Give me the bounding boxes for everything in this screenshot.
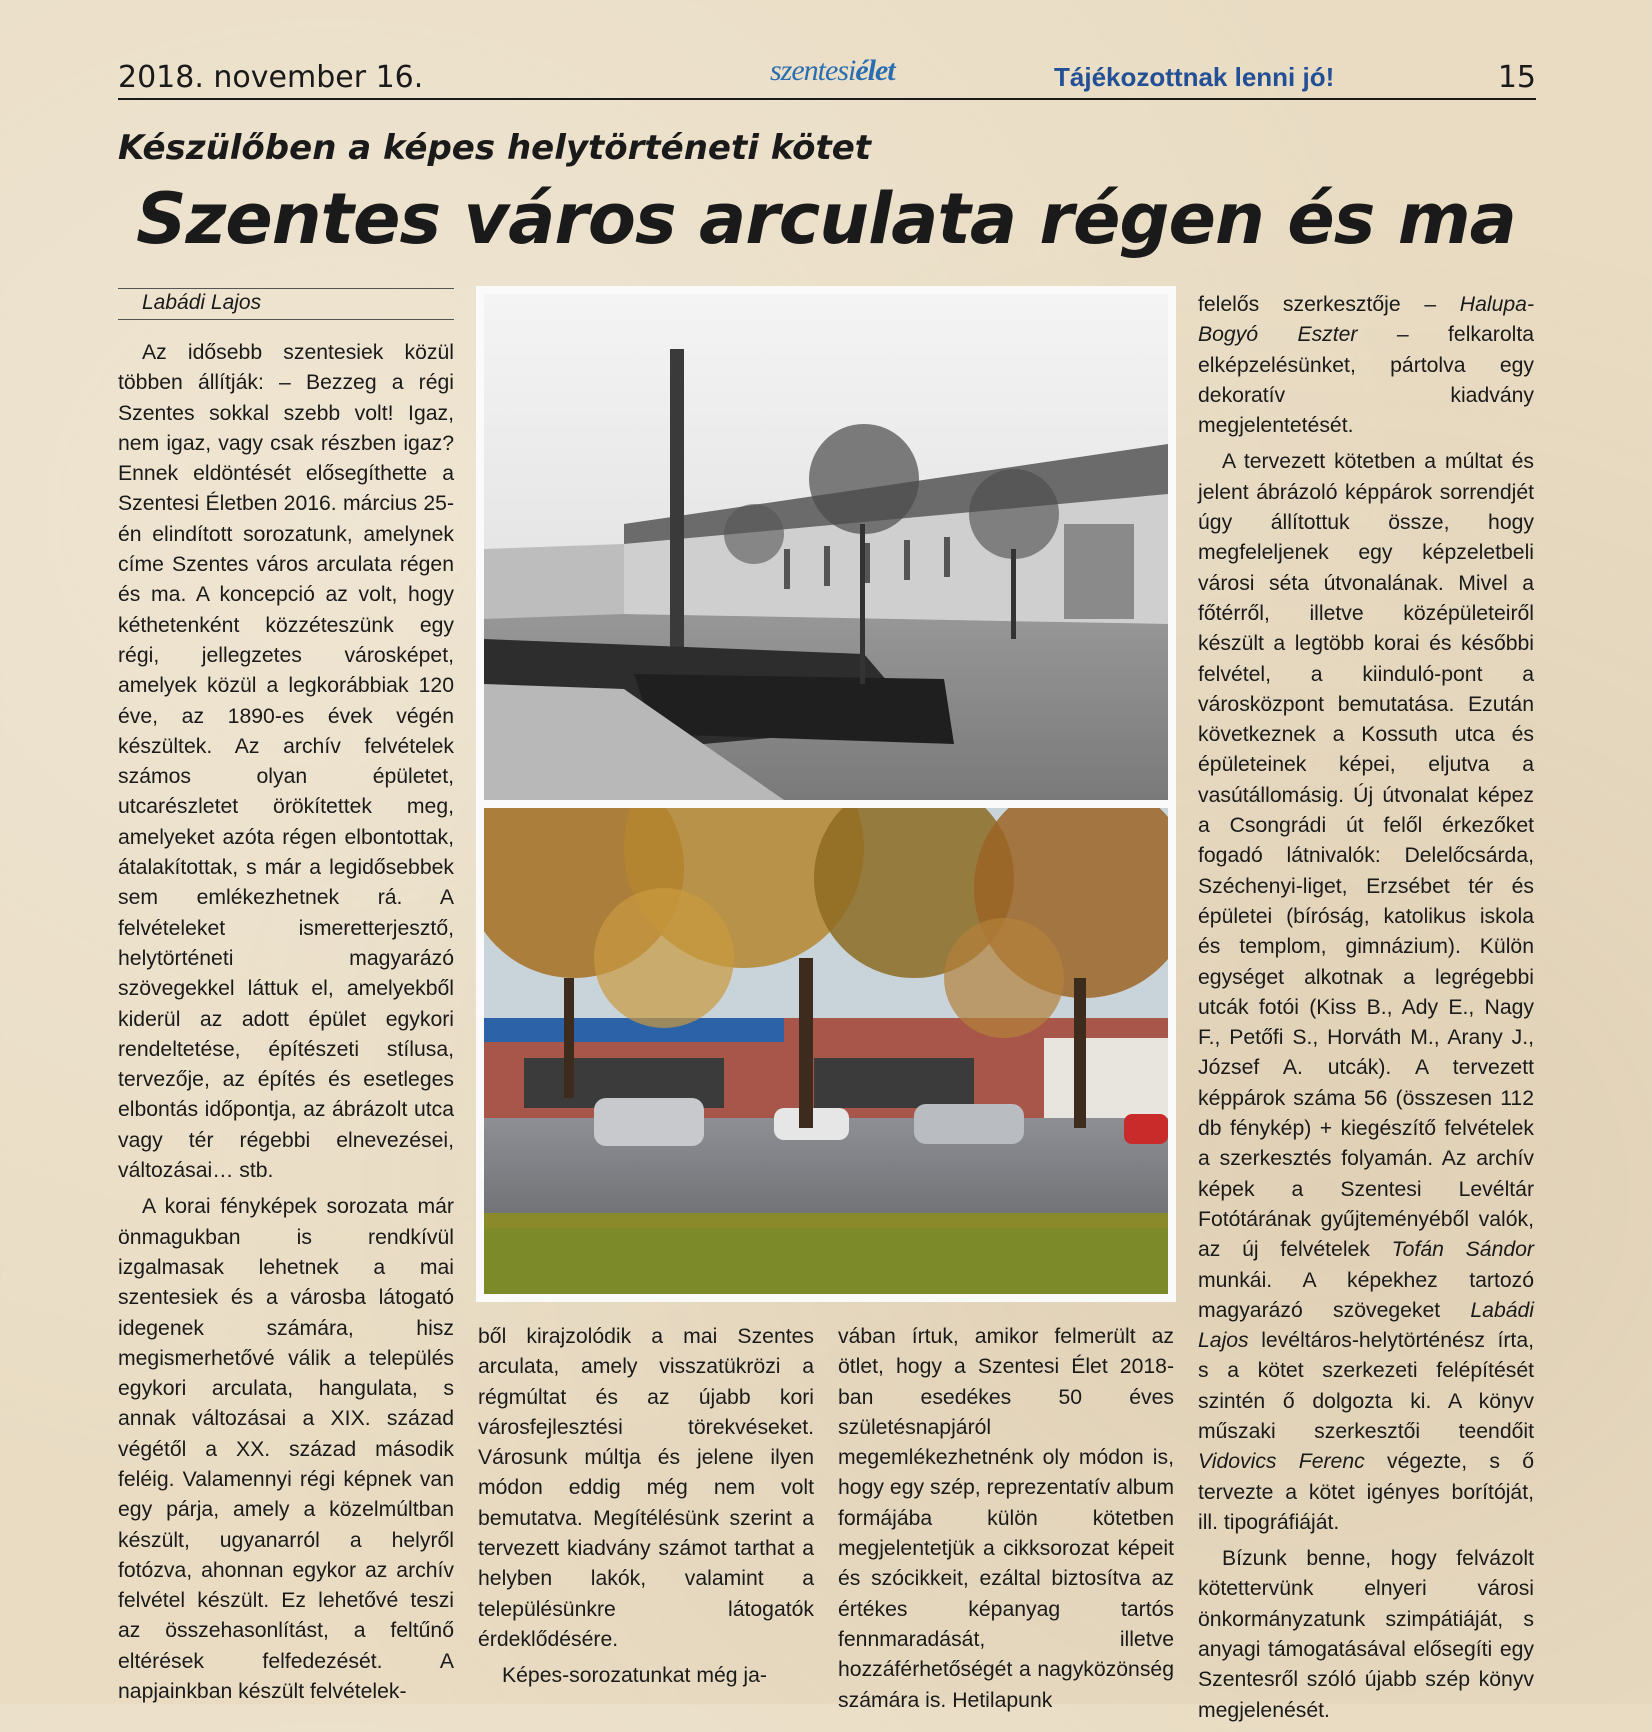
masthead-logo <box>770 54 895 88</box>
article-kicker: Készülőben a képes helytörténeti kötet <box>118 128 872 168</box>
author-name: Labádi Lajos <box>142 291 262 314</box>
text-column-4 <box>1198 290 1534 1732</box>
paragraph <box>1198 447 1534 1538</box>
archive-photo-drawing <box>484 294 1168 800</box>
text-run: munkái. A képekhez tartozó magyarázó szövegeket <box>1198 1268 1534 1322</box>
text-run: végezte, s ő tervezte a kötet igényes borítóját, ill. tipográfiáját. <box>1198 1450 1535 1534</box>
editor-name: Halupa-Bogyó Eszter <box>1198 293 1534 347</box>
article-headline: Szentes város arculata régen és ma <box>136 178 1516 260</box>
page-header <box>118 56 1536 100</box>
paragraph: Az idősebb szentesiek közül többen állítják: – Bezzeg a régi Szentes sokkal szebb volt! Igaz, nem igaz, vagy csak részben igaz? Ennek eldöntését elősegíthette a Szentesi Életben 2016. március 25-én elindított sorozatunk, amelynek címe Szentes város arculata régen és ma. A koncepció az volt, hogy kéthetenként közzéteszünk egy régi, jellegzetes városképet, amelyek közül a legkorábbiak 120 éve, az 1890-es évek végén készültek. Az archív felvételek számos olyan épületet, utcarészletet örökítettek meg, amelyeket azóta régen elbontottak, átalakítottak, s már a legidősebbek sem emlékezhetnek rá. A felvételeket ismeretterjesztő, helytörténeti magyarázó szövegekkel láttuk el, amelyekből kiderül az adott épület egykori rendeltetése, építészeti stílusa, tervezője, az építés és esetleges elbontás időpontja, az ábrázolt utca vagy tér régebbi elnevezései, változásai… stb. <box>118 341 454 1183</box>
photo-pair <box>476 286 1176 1302</box>
slogan: Tájékozottnak lenni jó! <box>1054 62 1335 92</box>
text-column-2 <box>478 1322 814 1698</box>
text-run: A tervezett kötetben a múltat és jelent ábrázoló képpárok sorrendjét úgy állítottuk össze, hogy megfeleljenek egy képzeletbeli városi séta útvonalának. Mivel a főtérről, illetve középületeiről készült a legtöbb korai és későbbi felvétel, a kiinduló-pont a városközpont bemutatása. Ezután következnek a Kossuth utca és épületeinek képei, eljutva a vasútállomásig. Új útvonalat képez a Csongrádi út felől érkezőket fogadó látnivalók: Delelőcsárda, Széchenyi-liget, Erzsébet tér és épületei (bíróság, katolikus iskola és templom, gimnázium). Külön egységet alkotnak a legrégebbi utcák fotói (Kiss B., Ady E., Nagy F., Petőfi S., Horváth M., Arany J., József A. utcák). A tervezett képpárok száma 56 (összesen 112 db fénykép) + kiegészítő felvételek a szerkesztés folyamán. Az archív képek a Szentesi Levéltár Fotótárának gyűjteményéből valók, az új felvételek <box>1198 450 1534 1262</box>
modern-photo-drawing <box>484 808 1168 1294</box>
modern-photo <box>484 808 1168 1294</box>
text-column-1 <box>118 338 454 1713</box>
paragraph: Képes-sorozatunkat még ja- <box>502 1664 767 1688</box>
paragraph: Bízunk benne, hogy felvázolt kötettervünk elnyeri városi önkormányzatunk szimpátiáját, s anyagi támogatásával elősegíti egy Szentesről szóló újabb szép könyv megjelenését. <box>1198 1547 1534 1722</box>
issue-date: 2018. november 16. <box>118 60 424 95</box>
paragraph <box>1198 290 1534 441</box>
logo-text-1: szentesi <box>770 54 856 87</box>
photographer-name: Tofán Sándor <box>1391 1238 1534 1262</box>
page-number: 15 <box>1497 60 1536 95</box>
author-name-inline: Labádi Lajos <box>1198 1298 1534 1353</box>
designer-name: Vidovics Ferenc <box>1198 1450 1365 1474</box>
paragraph: ből kirajzolódik a mai Szentes arculata, amely visszatükrözi a régmúltat és az újabb kori városfejlesztési törekvéseket. Városunk múltja és jelene ilyen módon eddig még nem volt bemutatva. Megítélésünk szerint a tervezett kiadvány számot tarthat a helyben lakók, valamint a településünkre látogatók érdeklődésére. <box>478 1325 814 1651</box>
text-run: – felkarolta elképzelésünket, pártolva egy dekoratív kiadvány megjelentetését. <box>1198 323 1534 438</box>
text-column-3 <box>838 1322 1174 1722</box>
text-run: felelős szerkesztője – <box>1198 293 1460 316</box>
text-run: levéltáros-helytörténész írta, s a kötet szerkezeti felépítését szintén ő dolgozta ki. A könyv műszaki szerkesztői teendőit <box>1198 1329 1534 1443</box>
paragraph: A korai fényképek sorozata már önmagukban is rendkívül izgalmasak lehetnek a mai szentesiek és a városba látogató idegenek számára, hisz megismerhetővé válik a település egykori arculata, hangulata, s annak változásai a XIX. század végétől a XX. század második feléig. Valamennyi régi képnek van egy párja, amely a közelmúltban készült, ugyanarról a helyről fotózva, ahonnan egykor az archív felvétel készült. Ez lehetővé teszi az összehasonlítást, a feltűnő eltérések felfedezését. A napjainkban készült felvételek- <box>118 1195 454 1704</box>
author-byline <box>118 288 454 320</box>
paragraph: vában írtuk, amikor felmerült az ötlet, hogy a Szentesi Élet 2018-ban esedékes 50 éves születésnapjáról megemlékezhetnénk oly módon is, hogy egy szép, reprezentatív album formájába külön kötetben megjelentetjük a cikksorozat képeit és szócikkeit, ezáltal biztosítva az értékes képanyag tartós fennmaradását, illetve hozzáférhetőségét a nagyközönség számára is. Hetilapunk <box>838 1325 1174 1712</box>
logo-text-2: élet <box>855 54 895 87</box>
archive-photo <box>484 294 1168 800</box>
